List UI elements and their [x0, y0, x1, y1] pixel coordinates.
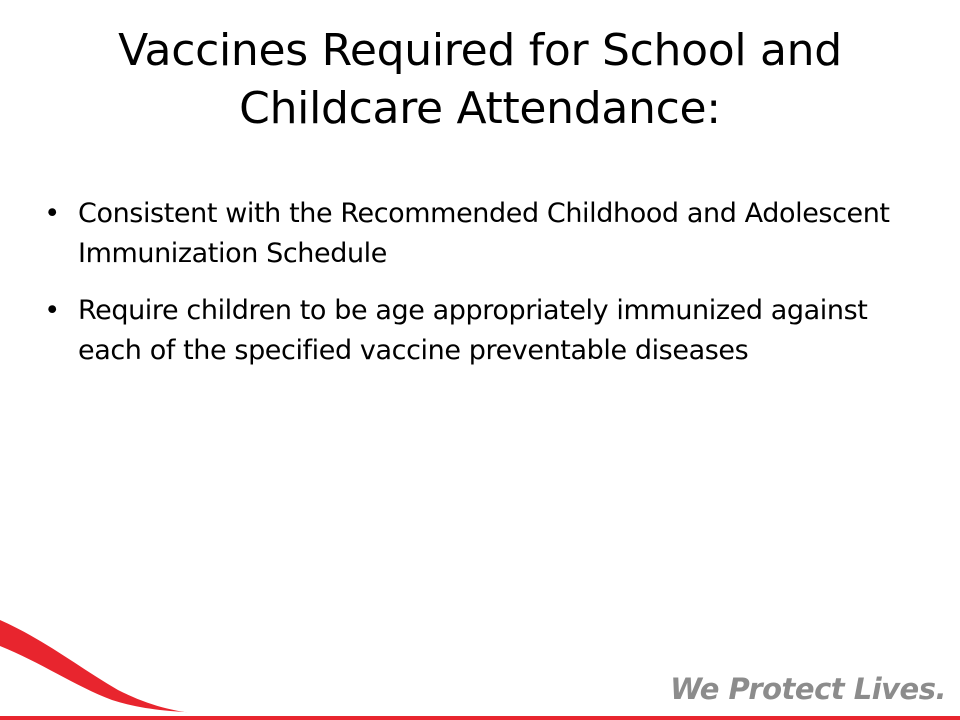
slide-title: Vaccines Required for School and Childcare Attendance:: [118, 25, 842, 134]
bullet-text: Require children to be age appropriately immunized against each of the specified vaccine preventable diseases: [78, 295, 868, 366]
bullet-text: Consistent with the Recommended Childhood and Adolescent Immunization Schedule: [78, 198, 890, 269]
bullet-icon: •: [44, 198, 60, 229]
bullet-icon: •: [44, 295, 60, 326]
footer-bottom-stripe: [0, 716, 960, 720]
footer-tagline: We Protect Lives.: [670, 672, 946, 706]
